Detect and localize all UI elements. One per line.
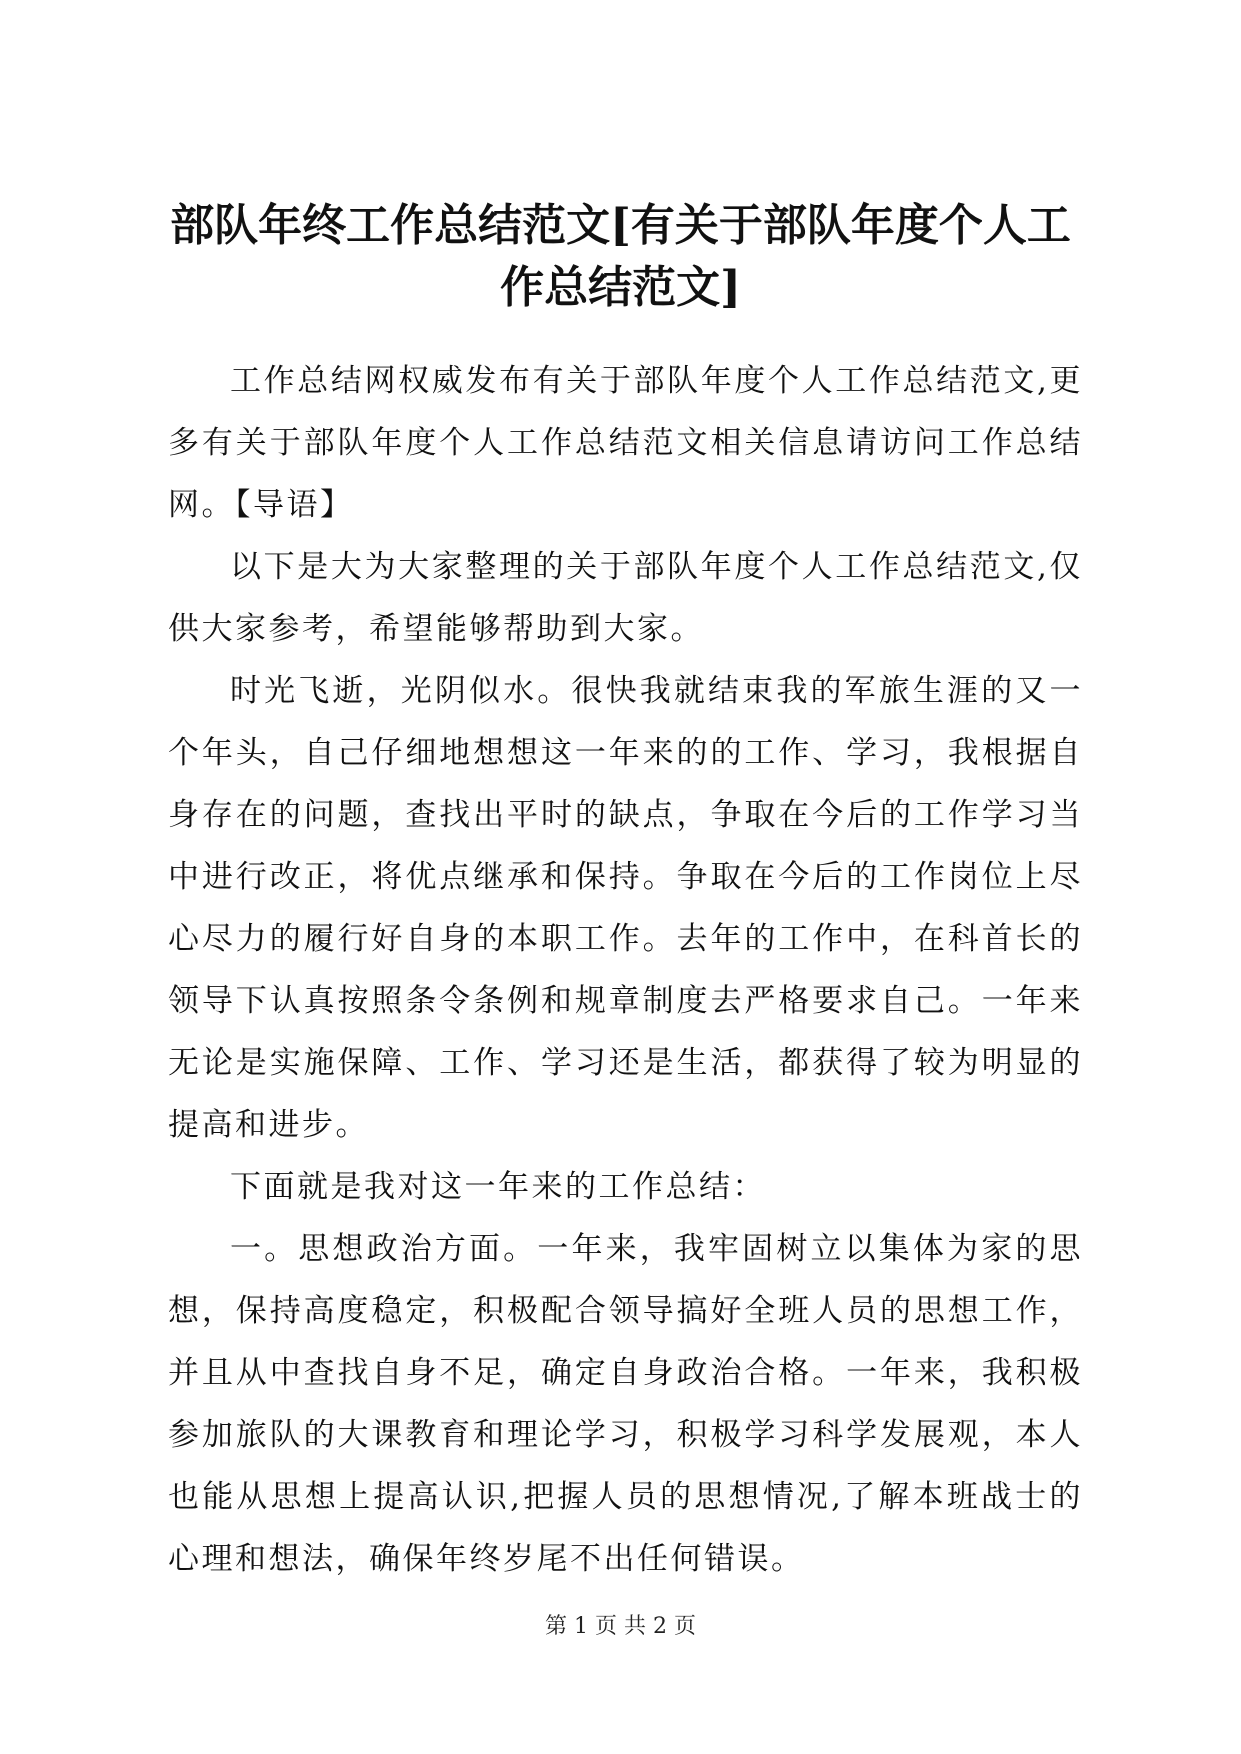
paragraph-summary-lead: 下面就是我对这一年来的工作总结： [230,1169,766,1205]
page-number-footer: 第 1 页 共 2 页 [545,1614,696,1639]
paragraph-preface: 以下是大为大家整理的关于部队年度个人工作总结范文,仅供大家参考，希望能够帮助到大家。 [168,549,1083,647]
paragraph-overview: 时光飞逝，光阴似水。很快我就结束我的军旅生涯的又一个年头，自己仔细地想想这一年来的的工作、学习，我根据自身存在的问题，查找出平时的缺点，争取在今后的工作学习当中进行改正，将优点继承和保持。争取在今后的工作岗位上尽心尽力的履行好自身的本职工作。去年的工作中，在科首长的领导下认真按照条令条例和规章制度去严格要求自己。一年来无论是实施保障、工作、学习还是生活，都获得了较为明显的提高和进步。 [168,673,1083,1143]
document-title: 部队年终工作总结范文[有关于部队年度个人工作总结范文] [170,200,1071,313]
document-body [168,350,1083,1590]
paragraph-intro: 工作总结网权威发布有关于部队年度个人工作总结范文,更多有关于部队年度个人工作总结范文相关信息请访问工作总结网。【导语】 [168,363,1083,523]
paragraph-political-thought: 一。思想政治方面。一年来，我牢固树立以集体为家的思想，保持高度稳定，积极配合领导搞好全班人员的思想工作，并且从中查找自身不足，确定自身政治合格。一年来，我积极参加旅队的大课教育和理论学习，积极学习科学发展观，本人也能从思想上提高认识,把握人员的思想情况,了解本班战士的心理和想法，确保年终岁尾不出任何错误。 [168,1231,1083,1577]
